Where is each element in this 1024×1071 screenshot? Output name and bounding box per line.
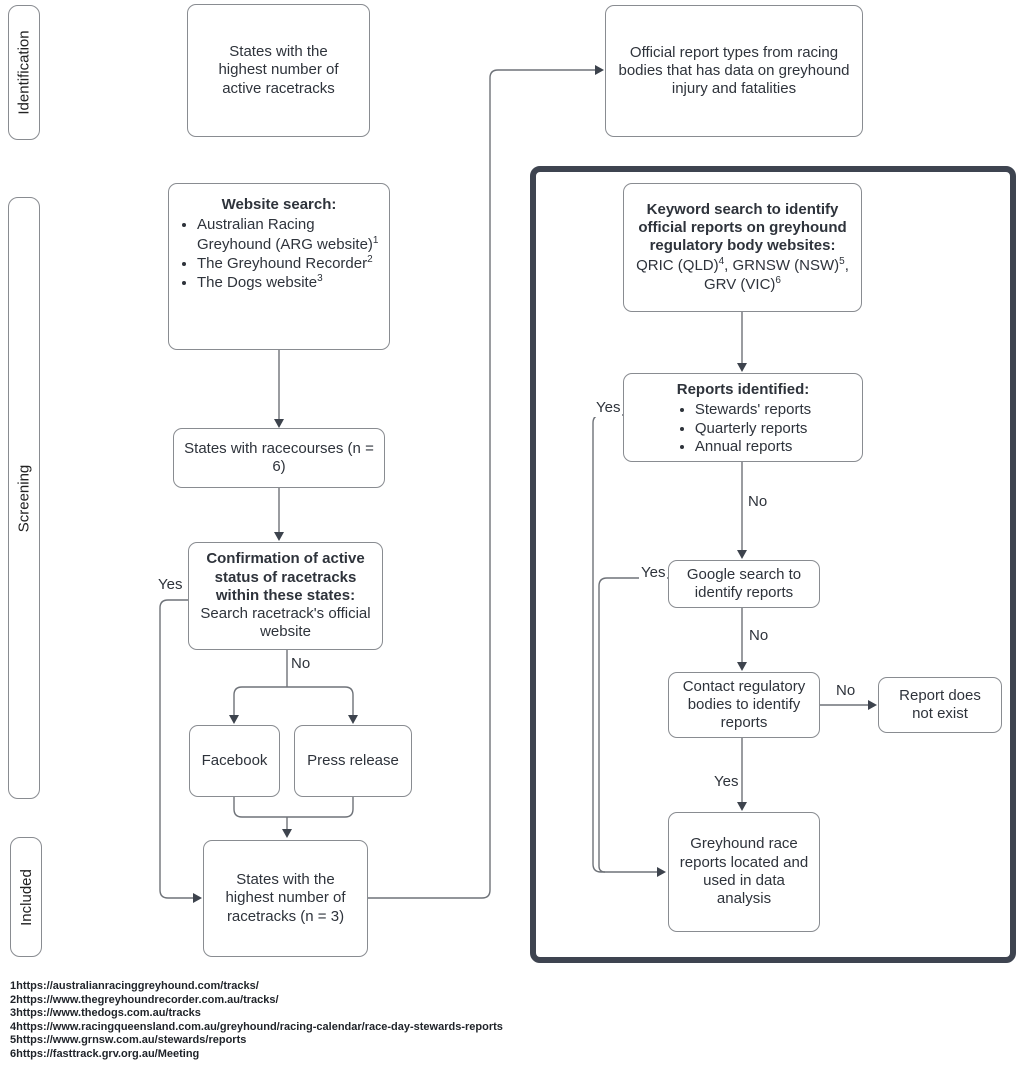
edge-label-contact-no: No: [836, 682, 856, 699]
box-reports-identified-title: Reports identified:: [676, 381, 810, 398]
reports-identified-list: [675, 401, 811, 456]
box-website-search: [168, 183, 390, 350]
box-press-release: [294, 725, 412, 797]
box-race-reports: [668, 812, 820, 932]
footnote-line: 5https://www.grnsw.com.au/stewards/reports: [10, 1034, 247, 1046]
box-contact-regulatory-text: Contact regulatory bodies to identify reports: [682, 677, 806, 732]
box-confirmation-bold-text: Confirmation of active status of racetracks within these states:: [206, 550, 365, 604]
stage-identification-label: Identification: [15, 30, 33, 115]
edge-label-contact-yes: Yes: [714, 773, 739, 790]
box-contact-regulatory: [668, 672, 820, 738]
box-keyword-search-bodies: QRIC (QLD)$^4$, GRNSW (NSW)$^5$, GRV (VIC)$^6$: [636, 255, 849, 293]
footnote-line: 1https://australianracinggreyhound.com/tracks/: [10, 980, 259, 992]
box-reports-identified: [623, 373, 863, 462]
box-states-racecourses-text: States with racecourses (n = 6): [184, 439, 374, 475]
edge-label-reports-yes: Yes: [596, 399, 621, 416]
website-search-item: • The Greyhound Recorder$^2$: [197, 254, 381, 273]
box-website-search-title: Website search:: [221, 196, 337, 213]
box-states-racecourses: [173, 428, 385, 488]
reports-identified-item: • Quarterly reports: [695, 420, 811, 438]
edge-label-google-yes: Yes: [641, 564, 666, 581]
edge-label-reports-no: No: [748, 493, 768, 510]
box-facebook: [189, 725, 280, 797]
box-keyword-search-bold: Keyword search to identify official reports on greyhound regulatory body websites:: [638, 200, 847, 255]
box-states-active-racetracks: [187, 4, 370, 137]
box-official-report-types-text: Official report types from racing bodies that has data on greyhound injury and fatalities: [618, 43, 850, 98]
footnote-line: 4https://www.racingqueensland.com.au/greyhound/racing-calendar/race-day-stewards-reports: [10, 1020, 503, 1033]
box-confirmation-normal-text: Search racetrack's official website: [200, 605, 371, 641]
footnote-line: 3https://www.thedogs.com.au/tracks: [10, 1007, 201, 1019]
box-confirmation-active-status: [188, 542, 383, 650]
website-search-list: [177, 216, 381, 292]
reports-identified-item: • Stewards' reports: [695, 401, 811, 419]
footnote-line: 6https://fasttrack.grv.org.au/Meeting: [10, 1047, 200, 1060]
box-report-not-exist: [878, 677, 1002, 733]
box-official-report-types: [605, 5, 863, 137]
box-google-search: [668, 560, 820, 608]
box-report-not-exist-text: Report does not exist: [899, 686, 981, 722]
box-race-reports-text: Greyhound race reports located and used in data analysis: [679, 835, 809, 908]
edge-label-confirm-no: No: [291, 655, 311, 672]
box-facebook-text: Facebook: [201, 751, 268, 769]
edge-label-confirm-yes: Yes: [158, 576, 183, 593]
reports-identified-item: • Annual reports: [695, 438, 811, 456]
box-google-search-text: Google search to identify reports: [686, 565, 802, 601]
stage-identification: [8, 5, 40, 140]
website-search-item: • Australian Racing Greyhound (ARG website)$^1$: [197, 216, 381, 254]
box-states-included-text: States with the highest number of racetracks (n = 3): [225, 871, 346, 925]
stage-screening: [8, 197, 40, 799]
box-keyword-search: [623, 183, 862, 312]
stage-included-label: Included: [17, 868, 35, 926]
box-press-release-text: Press release: [307, 751, 399, 769]
box-states-active-racetracks-text: States with the highest number of active racetracks: [218, 43, 339, 97]
stage-included: [10, 837, 42, 957]
stage-screening-label: Screening: [15, 464, 33, 532]
website-search-item: • The Dogs website$^3$: [197, 273, 381, 292]
box-states-included: [203, 840, 368, 957]
footnote-line: 2https://www.thegreyhoundrecorder.com.au/tracks/: [10, 993, 279, 1006]
edge-label-google-no: No: [749, 627, 769, 644]
footnotes: [10, 980, 503, 1061]
